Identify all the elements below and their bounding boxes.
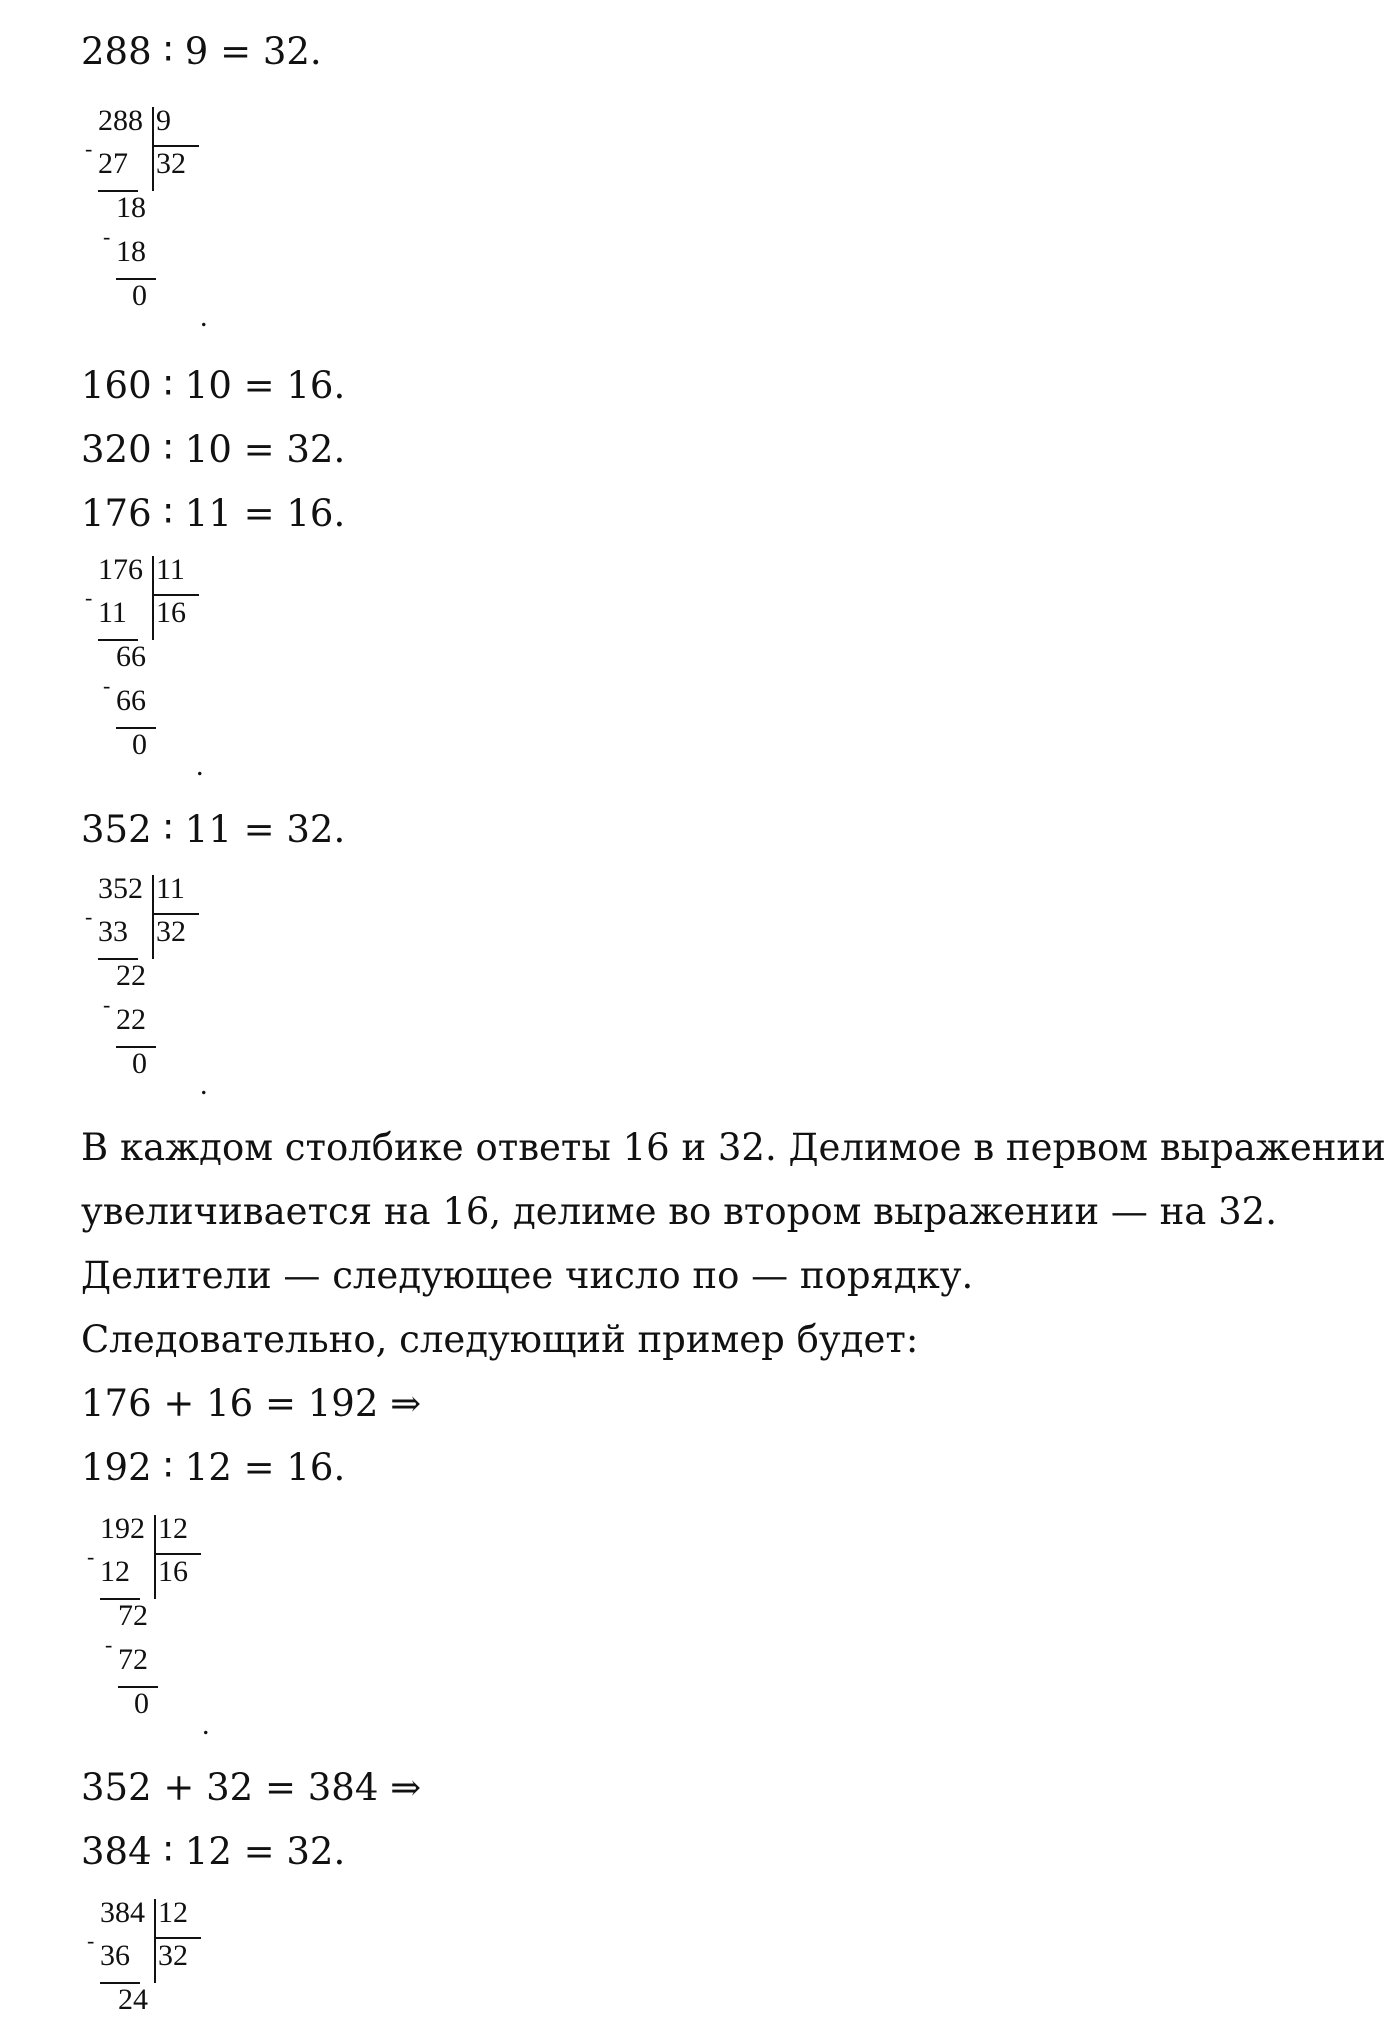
division-bar-vertical xyxy=(154,1515,156,1599)
quotient: 32 xyxy=(156,147,186,180)
minus-sign: - xyxy=(103,992,111,1017)
period: . xyxy=(200,300,208,333)
dividend: 352 xyxy=(98,872,143,905)
minus-sign: - xyxy=(87,1544,95,1569)
remainder: 24 xyxy=(118,1983,148,2016)
subtrahend: 27 xyxy=(98,147,128,180)
division-bar-vertical xyxy=(152,875,154,959)
subtrahend: 22 xyxy=(116,1003,146,1036)
paragraph-line: В каждом столбике ответы 16 и 32. Делимое в первом выражении xyxy=(81,1126,1386,1169)
paragraph-line: увеличивается на 16, делиме во втором выражении — на 32. xyxy=(81,1190,1277,1233)
equation-line: 320 ∶ 10 = 32. xyxy=(81,428,346,471)
period: . xyxy=(196,749,204,782)
quotient: 16 xyxy=(158,1555,188,1588)
final-remainder: 0 xyxy=(132,1047,147,1080)
period: . xyxy=(200,1068,208,1101)
long-division xyxy=(85,1513,315,1743)
minus-sign: - xyxy=(103,673,111,698)
subtrahend: 18 xyxy=(116,235,146,268)
dividend: 288 xyxy=(98,104,143,137)
divisor: 12 xyxy=(158,1512,188,1545)
dividend: 192 xyxy=(100,1512,145,1545)
equation-line: 352 ∶ 11 = 32. xyxy=(81,808,346,851)
divisor: 9 xyxy=(156,104,171,137)
subtrahend: 36 xyxy=(100,1939,130,1972)
remainder: 66 xyxy=(116,640,146,673)
equation-line: 192 ∶ 12 = 16. xyxy=(81,1446,346,1489)
division-bar-vertical xyxy=(154,1899,156,1983)
remainder: 18 xyxy=(116,191,146,224)
dividend: 384 xyxy=(100,1897,145,1929)
equation-line: 176 ∶ 11 = 16. xyxy=(81,492,346,535)
minus-sign: - xyxy=(103,224,111,249)
remainder: 72 xyxy=(118,1599,148,1632)
paragraph-line: Делители — следующее число по — порядку. xyxy=(81,1254,974,1297)
divisor: 11 xyxy=(156,553,185,586)
subtrahend: 72 xyxy=(118,1643,148,1676)
equation-line: 160 ∶ 10 = 16. xyxy=(81,364,346,407)
long-division xyxy=(85,105,315,335)
quotient: 32 xyxy=(158,1939,188,1972)
equation-line: 384 ∶ 12 = 32. xyxy=(81,1830,346,1873)
subtrahend: 12 xyxy=(100,1555,130,1588)
subtrahend: 66 xyxy=(116,684,146,717)
final-remainder: 0 xyxy=(132,728,147,761)
division-bar-vertical xyxy=(152,107,154,191)
long-division xyxy=(85,873,315,1103)
quotient: 16 xyxy=(156,596,186,629)
period: . xyxy=(202,1708,210,1741)
divisor: 11 xyxy=(156,872,185,905)
long-division xyxy=(85,1897,315,2019)
final-remainder: 0 xyxy=(132,279,147,312)
minus-sign: - xyxy=(85,904,93,929)
final-remainder: 0 xyxy=(134,1687,149,1720)
division-bar-vertical xyxy=(152,556,154,640)
long-division xyxy=(85,554,315,784)
minus-sign: - xyxy=(87,1928,95,1953)
equation-line: 176 + 16 = 192 ⇒ xyxy=(81,1382,422,1425)
remainder: 22 xyxy=(116,959,146,992)
dividend: 176 xyxy=(98,553,143,586)
subtrahend: 33 xyxy=(98,915,128,948)
minus-sign: - xyxy=(85,585,93,610)
equation-line: 352 + 32 = 384 ⇒ xyxy=(81,1766,422,1809)
minus-sign: - xyxy=(85,136,93,161)
quotient: 32 xyxy=(156,915,186,948)
subtrahend: 11 xyxy=(98,596,127,629)
paragraph-line: Следовательно, следующий пример будет: xyxy=(81,1318,919,1361)
minus-sign: - xyxy=(105,1632,113,1657)
divisor: 12 xyxy=(158,1897,188,1929)
equation-line: 288 ∶ 9 = 32. xyxy=(81,30,322,73)
